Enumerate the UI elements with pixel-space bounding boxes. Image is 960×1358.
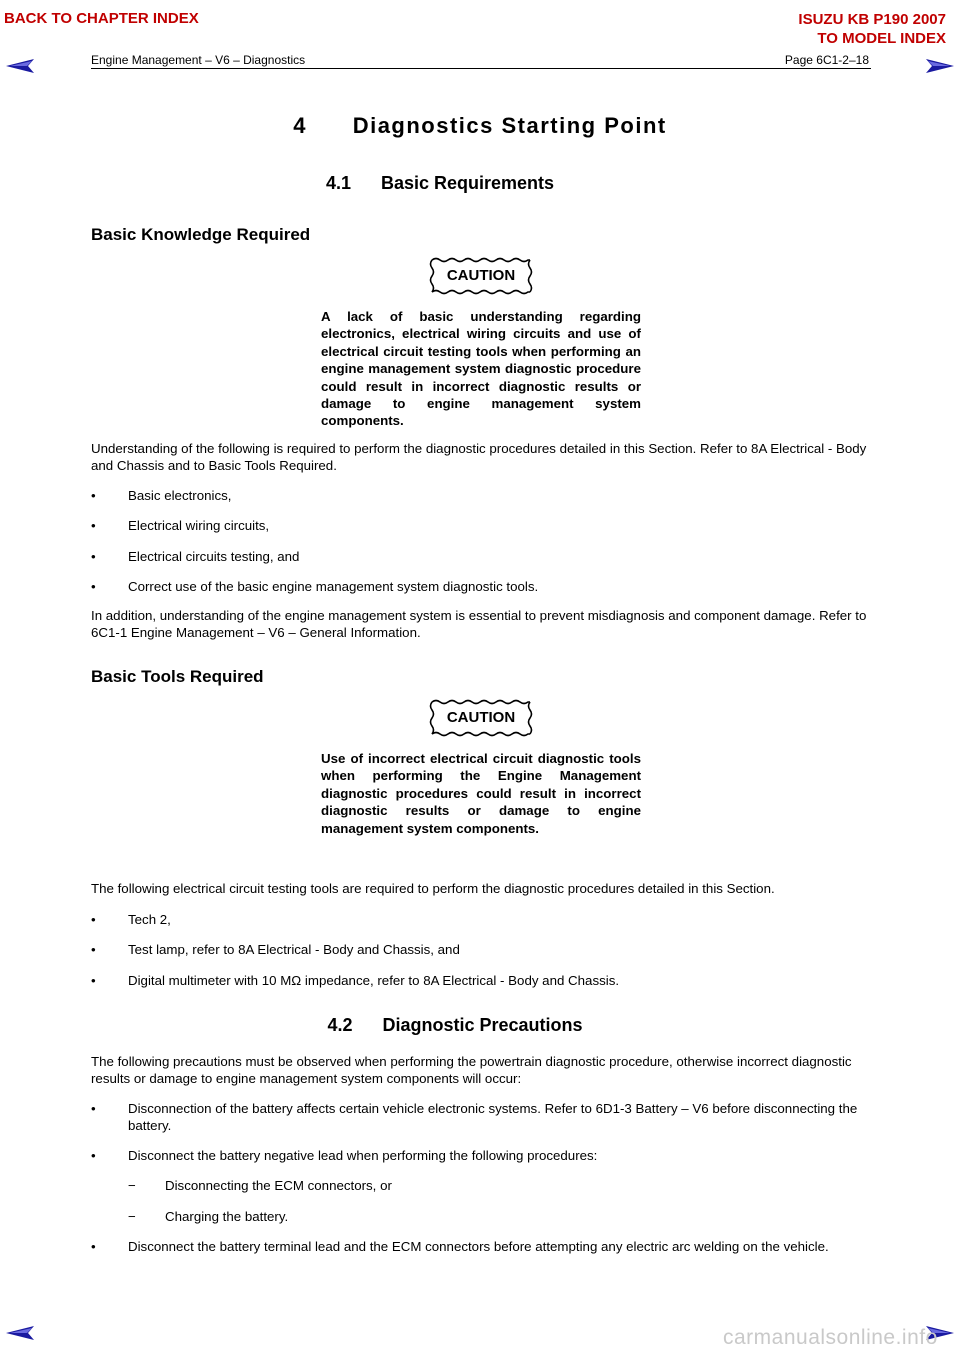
page-number: Page 6C1-2–18 [784, 53, 869, 67]
caution-text-tools: Use of incorrect electrical circuit diagnostic tools when performing the Engine Management diagnostic procedures could result in incorrect diagnostic results or damage to engine management system components. [321, 751, 641, 836]
back-to-chapter-index-link[interactable]: BACK TO CHAPTER INDEX [4, 10, 199, 27]
model-title[interactable]: ISUZU KB P190 2007 [798, 11, 946, 28]
caution-label: CAUTION [446, 709, 516, 726]
next-page-arrow-icon[interactable] [924, 58, 954, 74]
header-rule [91, 68, 871, 69]
precautions-intro: The following precautions must be observed when performing the powertrain diagnostic procedure, otherwise incorrect diagnostic results or damage to engine management system components will occur: [91, 1054, 852, 1086]
knowledge-outro: In addition, understanding of the engine management system is essential to prevent misdiagnosis and component damage. Refer to 6C1-1 Engine Management – V6 – General Information. [91, 608, 867, 640]
basic-tools-heading: Basic Tools Required [91, 667, 264, 686]
previous-page-arrow-icon[interactable] [6, 58, 36, 74]
basic-knowledge-heading: Basic Knowledge Required [91, 225, 311, 244]
caution-badge [428, 256, 534, 296]
tools-intro: The following electrical circuit testing tools are required to perform the diagnostic procedures detailed in this Section. [91, 881, 775, 896]
previous-page-arrow-icon[interactable] [6, 1325, 36, 1341]
watermark: carmanualsonline.info [723, 1326, 938, 1349]
caution-label: CAUTION [446, 267, 516, 284]
caution-badge [428, 698, 534, 738]
page-title: 4 Diagnostics Starting Point [293, 113, 667, 138]
caution-text-knowledge: A lack of basic understanding regarding electronics, electrical wiring circuits and use of electrical circuit testing tools when performing an engine management system diagnostic procedure could result in incorrect diagnostic results or damage to engine management system components. [321, 309, 641, 429]
section-4-1-heading: 4.1 Basic Requirements [325, 173, 555, 193]
knowledge-intro: Understanding of the following is required to perform the diagnostic procedures detailed in this Section. Refer to 8A Electrical - Body and Chassis and to Basic Tools Required. [91, 441, 867, 473]
model-index-label[interactable]: TO MODEL INDEX [817, 30, 946, 47]
section-title: Engine Management – V6 – Diagnostics [91, 53, 306, 67]
section-4-2-heading: 4.2 Diagnostic Precautions [327, 1015, 583, 1035]
to-model-index-link[interactable] [798, 10, 946, 48]
